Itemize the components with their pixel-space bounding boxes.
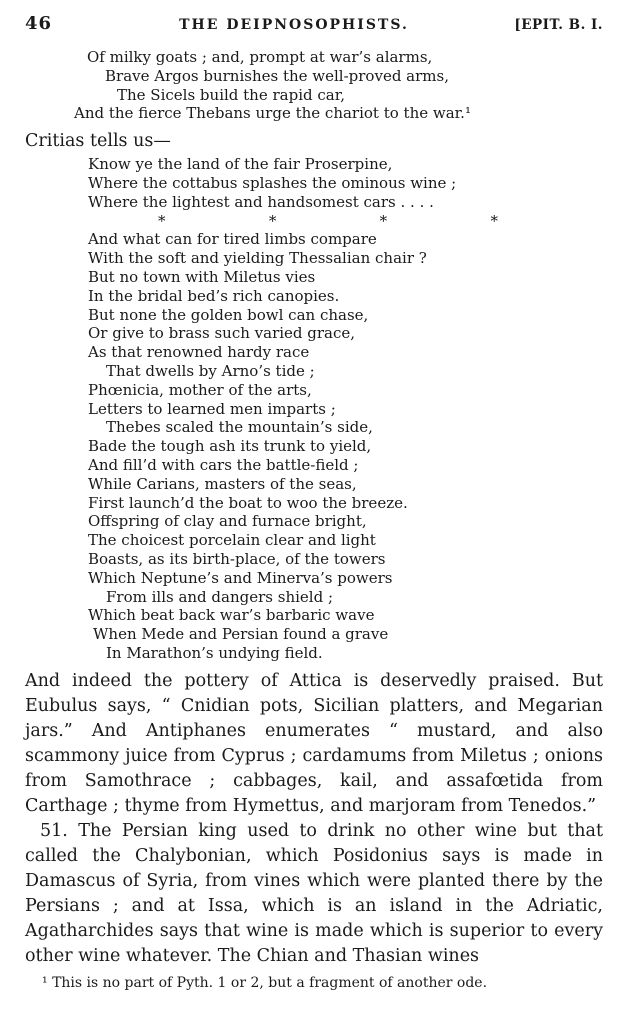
footnote: ¹ This is no part of Pyth. 1 or 2, but a fragment of another ode.: [42, 974, 488, 991]
verse-line: Or give to brass such varied grace,: [88, 324, 356, 343]
verse-line: Phœnicia, mother of the arts,: [88, 380, 312, 399]
verse-line: But none the golden bowl can chase,: [88, 305, 369, 324]
asterisk: *: [158, 211, 166, 230]
verse-line: Bade the tough ash its trunk to yield,: [88, 437, 372, 456]
verse-line: While Carians, masters of the seas,: [88, 474, 357, 493]
verse-line: With the soft and yielding Thessalian chair ?: [88, 249, 427, 268]
verse-line: Of milky goats ; and, prompt at war’s alarms,: [87, 48, 433, 66]
verse-block-critias: [88, 155, 603, 663]
verse-line: Which Neptune’s and Minerva’s powers: [88, 568, 393, 587]
asterisk: *: [379, 211, 388, 230]
verse-line: That dwells by Arno’s tide ;: [106, 361, 315, 380]
verse-line: And fill’d with cars the battle-field ;: [88, 455, 359, 474]
verse-line: Which beat back war’s barbaric wave: [88, 606, 375, 625]
asterisk-separator: [158, 212, 498, 231]
running-header: [25, 14, 603, 35]
verse-line: In Marathon’s undying field.: [106, 643, 323, 662]
verse-line: Where the cottabus splashes the ominous wine ;: [88, 173, 457, 192]
header-title: THE DEIPNOSOPHISTS.: [179, 17, 409, 33]
verse-line: And the fierce Thebans urge the chariot to the war.¹: [74, 104, 471, 123]
verse-line: Thebes scaled the mountain’s side,: [106, 418, 373, 437]
verse-line: Letters to learned men imparts ;: [88, 399, 336, 418]
prose-paragraph-pottery: And indeed the pottery of Attica is deservedly praised. But Eubulus says, “ Cnidian pots, Sicilian platters, and Megarian jars.” And Antiphanes enumerates “ mustard, and also scammony juice from Cyprus ; cardamums from Miletus ; onions from Samothrace ; cabbages, kail, and assafœtida from Carthage ; thyme from Hymettus, and marjoram from Tenedos.”: [25, 670, 603, 816]
page-number: 46: [25, 13, 53, 34]
verse-line: Where the lightest and handsomest cars . . . .: [88, 192, 434, 211]
verse-line: Boasts, as its birth-place, of the towers: [88, 549, 386, 568]
verse-line: Brave Argos burnishes the well-proved arms,: [105, 66, 449, 85]
verse-line: First launch’d the boat to woo the breeze.: [88, 493, 408, 512]
header-edition: [EPIT. B. I.: [514, 17, 603, 33]
verse-line: Offspring of clay and furnace bright,: [88, 512, 367, 531]
verse-line: Know ye the land of the fair Proserpine,: [88, 155, 393, 174]
asterisk: *: [490, 211, 498, 230]
verse-line: But no town with Miletus vies: [88, 267, 316, 286]
prose-paragraph-51-wines: 51. The Persian king used to drink no other wine but that called the Chalybonian, which Posidonius says is made in Damascus of Syria, from vines which were planted there by the Persians ; and at Issa, which is an island in the Adriatic, Agatharchides says that wine is made which is superior to every other wine whatever. The Chian and Thasian wines: [25, 820, 603, 966]
verse-line: When Mede and Persian found a grave: [93, 625, 389, 644]
verse-line: As that renowned hardy race: [88, 343, 310, 362]
verse-line: In the bridal bed’s rich canopies.: [88, 286, 340, 305]
verse-block-pindar: [74, 48, 603, 123]
verse-line: And what can for tired limbs compare: [88, 230, 377, 249]
verse-line: From ills and dangers shield ;: [106, 587, 334, 606]
speaker-line: Critias tells us—: [25, 131, 171, 152]
verse-line: The Sicels build the rapid car,: [117, 85, 346, 104]
verse-line: The choicest porcelain clear and light: [88, 531, 376, 550]
asterisk: *: [268, 211, 277, 230]
